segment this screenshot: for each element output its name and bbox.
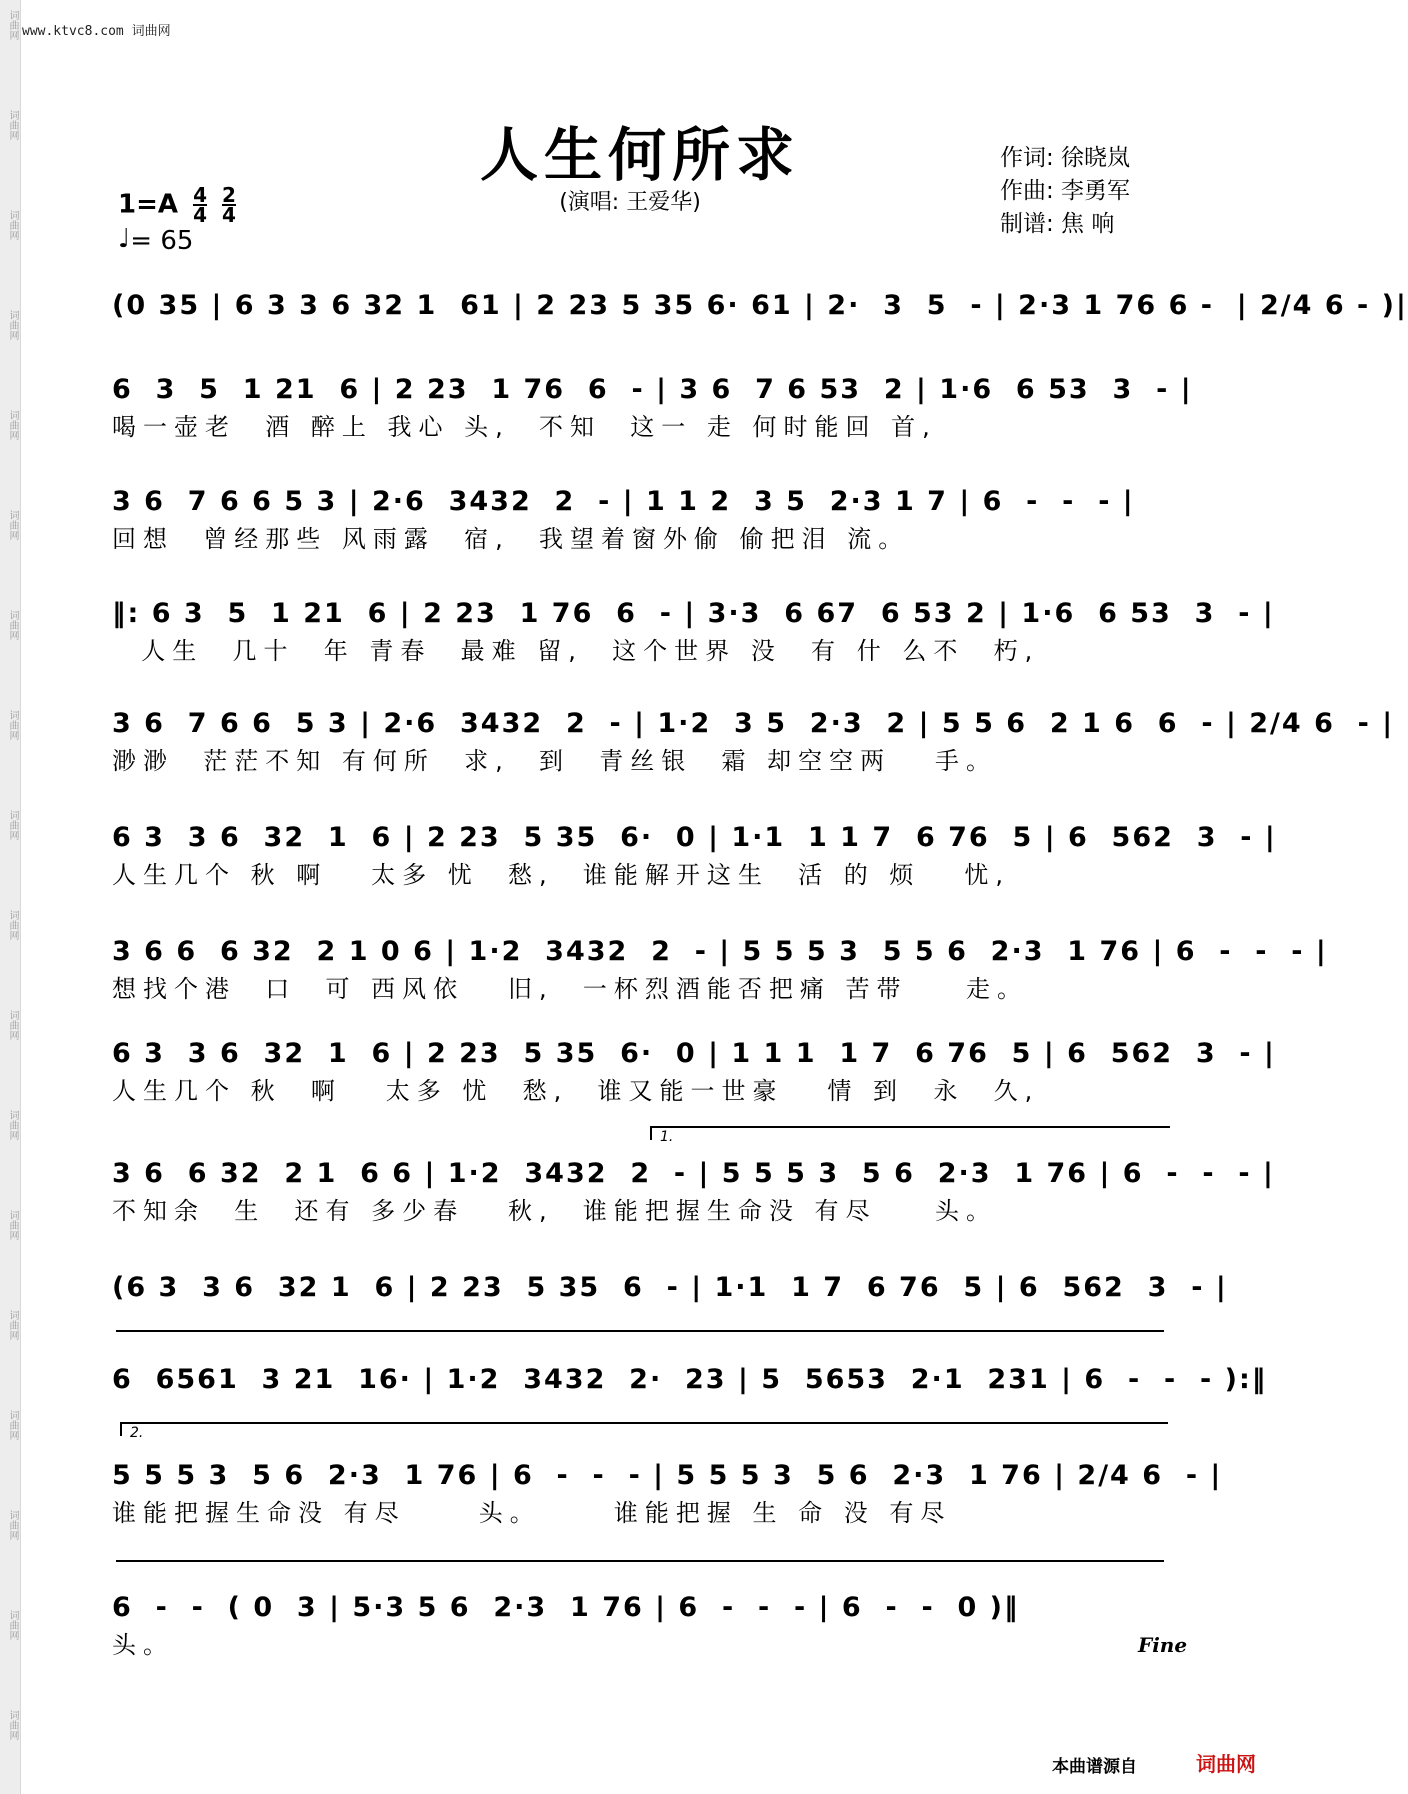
- watermark-text: 词曲网: [7, 310, 18, 340]
- site-url-header: www.ktvc8.com 词曲网: [22, 24, 171, 39]
- score-system-3: [112, 482, 1170, 556]
- time-sig-bottom: 4: [222, 203, 236, 227]
- notation-line: 3 6 7 6 6 5 3 | 2·6 3432 2 - | 1 1 2 3 5 2·3 1 7 | 6 - - - |: [112, 486, 1135, 517]
- second-ending-bracket: 2.: [120, 1422, 1168, 1436]
- key-label: 1=A: [118, 189, 178, 220]
- watermark-text: 词曲网: [7, 210, 18, 240]
- time-signature-2-4: [222, 183, 236, 227]
- composer-credit: 作曲: 李勇军: [1000, 178, 1131, 204]
- notation-line: 6 6561 3 21 16· | 1·2 3432 2· 23 | 5 5653 2·1 231 | 6 - - - ):‖: [112, 1364, 1268, 1395]
- lyrics-line: 人生几个 秋 啊 太多 忧 愁, 谁能解开这生 活 的 烦 忧,: [112, 861, 1010, 889]
- score-system-6: [112, 818, 1277, 892]
- credits-block: [1000, 142, 1130, 241]
- key-signature: [118, 183, 236, 227]
- arranger-credit: 制谱: 焦 响: [1000, 211, 1115, 237]
- lyrics-line: 想找个港 口 可 西风依 旧, 一杯烈酒能否把痛 苦带 走。: [112, 975, 1029, 1003]
- score-system-9: [112, 1154, 1275, 1228]
- notation-line: 6 - - ( 0 3 | 5·3 5 6 2·3 1 76 | 6 - - - | 6 - - 0 )‖: [112, 1592, 1020, 1623]
- notation-line: (6 3 3 6 32 1 6 | 2 23 5 35 6 - | 1·1 1 7 6 76 5 | 6 562 3 - |: [112, 1272, 1228, 1303]
- song-title: 人生何所求: [479, 121, 800, 189]
- source-note: 本曲谱源自: [1052, 1757, 1137, 1777]
- notation-line: 5 5 5 3 5 6 2·3 1 76 | 6 - - - | 5 5 5 3 5 6 2·3 1 76 | 2/4 6 - |: [112, 1460, 1223, 1491]
- section-rule: [116, 1560, 1164, 1562]
- watermark-text: 词曲网: [7, 710, 18, 740]
- score-system-7: [112, 932, 1328, 1006]
- time-signature-4-4: [193, 183, 207, 227]
- watermark-text: 词曲网: [7, 110, 18, 140]
- watermark-text: 词曲网: [7, 1010, 18, 1040]
- site-logo[interactable]: 词曲网: [1196, 1752, 1256, 1776]
- lyrics-line: 谁能把握生命没 有尽 头。 谁能把握 生 命 没 有尽: [112, 1499, 952, 1527]
- lyrics-line: 渺渺 茫茫不知 有何所 求, 到 青丝银 霜 却空空两 手。: [112, 747, 998, 775]
- lyrics-line: 喝一壶老 酒 醉上 我心 头, 不知 这一 走 何时能回 首,: [112, 413, 937, 441]
- lyrics-line: 人生 几十 年 青春 最难 留, 这个世界 没 有 什 么不 朽,: [112, 637, 1040, 665]
- notation-line: 3 6 6 6 32 2 1 0 6 | 1·2 3432 2 - | 5 5 5 3 5 5 6 2·3 1 76 | 6 - - - |: [112, 936, 1328, 967]
- notation-line: 6 3 5 1 21 6 | 2 23 1 76 6 - | 3 6 7 6 53 2 | 1·6 6 53 3 - |: [112, 374, 1193, 405]
- notation-line: 6 3 3 6 32 1 6 | 2 23 5 35 6· 0 | 1·1 1 1 7 6 76 5 | 6 562 3 - |: [112, 822, 1277, 853]
- singer-line: (演唱: 王爱华): [559, 190, 701, 215]
- score-system-1: [112, 286, 1408, 326]
- notation-line: 6 3 3 6 32 1 6 | 2 23 5 35 6· 0 | 1 1 1 1 7 6 76 5 | 6 562 3 - |: [112, 1038, 1276, 1069]
- lyrics-line: 不知余 生 还有 多少春 秋, 谁能把握生命没 有尽 头。: [112, 1197, 998, 1225]
- watermark-text: 词曲网: [7, 1610, 18, 1640]
- lyrics-line: 头。: [112, 1631, 174, 1659]
- watermark-text: 词曲网: [7, 10, 18, 40]
- notation-line: 3 6 6 32 2 1 6 6 | 1·2 3432 2 - | 5 5 5 3 5 6 2·3 1 76 | 6 - - - |: [112, 1158, 1275, 1189]
- quarter-note-icon: ♩: [118, 224, 131, 254]
- watermark-text: 词曲网: [7, 1210, 18, 1240]
- score-system-12: [112, 1456, 1223, 1530]
- lyrics-line: 回想 曾经那些 风雨露 宿, 我望着窗外偷 偷把泪 流。: [112, 525, 910, 553]
- section-rule: [116, 1330, 1164, 1332]
- score-system-11: [112, 1360, 1268, 1400]
- first-ending-bracket: 1.: [650, 1126, 1170, 1140]
- score-system-4: [112, 594, 1275, 668]
- watermark-text: 词曲网: [7, 1710, 18, 1740]
- score-system-2: [112, 370, 1193, 444]
- watermark-text: 词曲网: [7, 1410, 18, 1440]
- notation-line: ‖: 6 3 5 1 21 6 | 2 23 1 76 6 - | 3·3 6 67 6 53 2 | 1·6 6 53 3 - |: [112, 598, 1275, 629]
- tempo-marking: [118, 226, 193, 256]
- watermark-text: 词曲网: [7, 1510, 18, 1540]
- fine-marking: Fine: [1138, 1633, 1188, 1657]
- watermark-text: 词曲网: [7, 1310, 18, 1340]
- tempo-value: = 65: [130, 226, 194, 256]
- score-system-8: [112, 1034, 1276, 1108]
- watermark-text: 词曲网: [7, 810, 18, 840]
- time-sig-bottom: 4: [193, 203, 207, 227]
- score-system-10: [112, 1268, 1228, 1308]
- lyricist-credit: 作词: 徐晓岚: [1000, 145, 1131, 171]
- time-sig-top: 2: [222, 183, 236, 207]
- watermark-text: 词曲网: [7, 410, 18, 440]
- score-system-13: [112, 1588, 1170, 1662]
- watermark-text: 词曲网: [7, 610, 18, 640]
- watermark-strip: [0, 0, 21, 1794]
- watermark-text: 词曲网: [7, 910, 18, 940]
- notation-line: (0 35 | 6 3 3 6 32 1 61 | 2 23 5 35 6· 61 | 2· 3 5 - | 2·3 1 76 6 - | 2/4 6 - )|: [112, 290, 1408, 321]
- lyrics-line: 人生几个 秋 啊 太多 忧 愁, 谁又能一世豪 情 到 永 久,: [112, 1077, 1040, 1105]
- score-system-5: [112, 704, 1395, 778]
- watermark-text: 词曲网: [7, 1110, 18, 1140]
- notation-line: 3 6 7 6 6 5 3 | 2·6 3432 2 - | 1·2 3 5 2·3 2 | 5 5 6 2 1 6 6 - | 2/4 6 - |: [112, 708, 1395, 739]
- watermark-text: 词曲网: [7, 510, 18, 540]
- time-sig-top: 4: [193, 183, 207, 207]
